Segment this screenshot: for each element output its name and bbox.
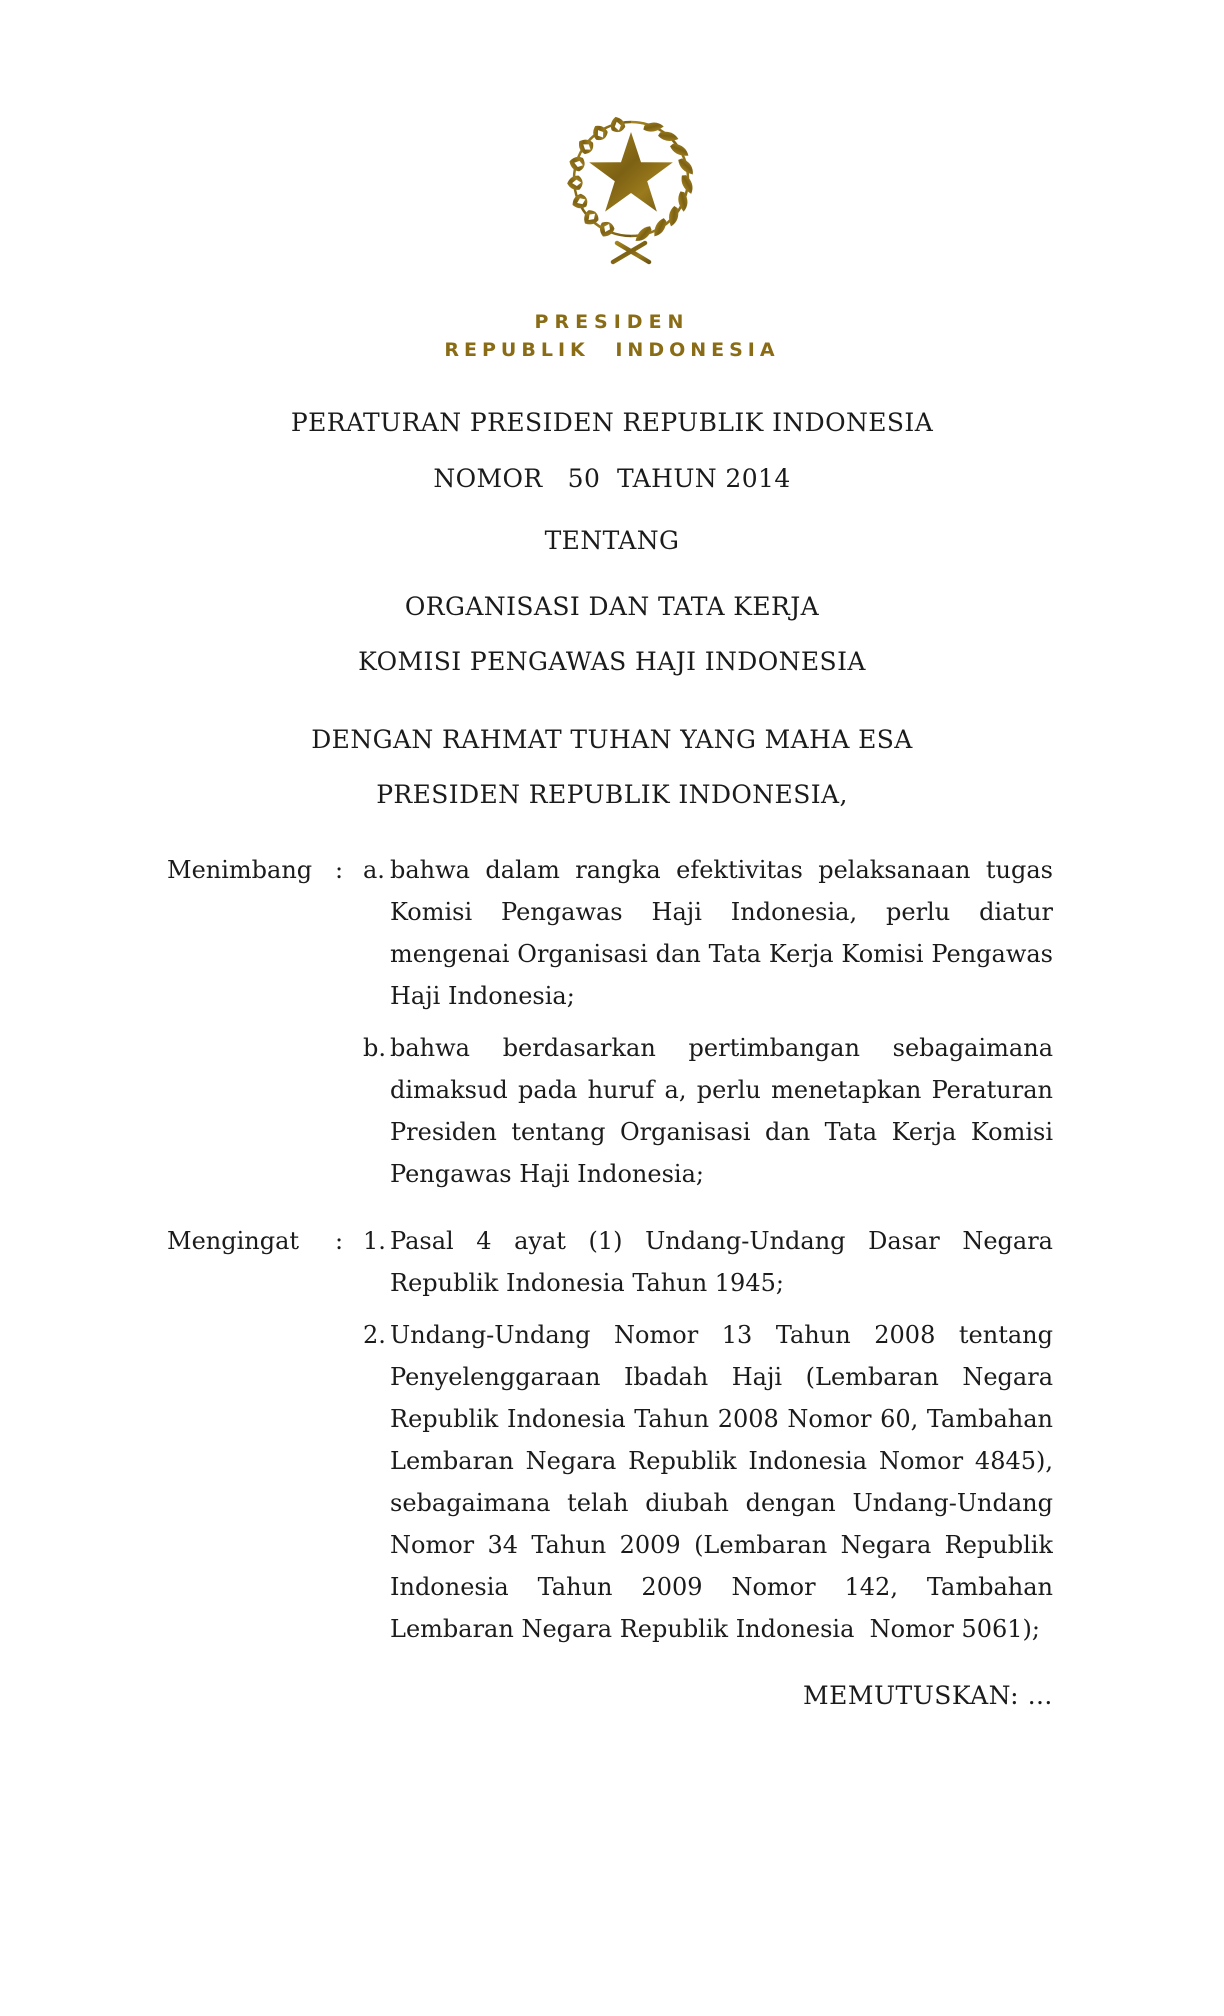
item-text-line: Pengawas Haji Indonesia;: [390, 1160, 704, 1188]
item-marker: 1.: [363, 1227, 386, 1255]
item-text-line: Republik Indonesia Tahun 1945;: [390, 1269, 784, 1297]
item-lines: [390, 1027, 1053, 1195]
title-block: [0, 402, 1224, 683]
preamble-block: [0, 719, 1224, 816]
item-marker: b.: [363, 1034, 386, 1062]
item-text-line: bahwa dalam rangka efektivitas pelaksanaan tugas: [390, 856, 1053, 884]
item-lines: [390, 1220, 1053, 1304]
letterhead: [0, 308, 1224, 364]
list-item-1: [363, 1220, 1053, 1304]
title-line-1: PERATURAN PRESIDEN REPUBLIK INDONESIA: [290, 408, 934, 437]
preamble-line-1: DENGAN RAHMAT TUHAN YANG MAHA ESA: [311, 725, 913, 754]
item-lines: [390, 1314, 1053, 1650]
section-items: [363, 849, 1053, 1195]
item-text-line: Lembaran Negara Republik Indonesia Nomor 5061);: [390, 1615, 1040, 1643]
section-label: [167, 1220, 363, 1262]
item-text-line: sebagaimana telah diubah dengan Undang-Undang: [390, 1489, 1053, 1517]
title-line-4: ORGANISASI DAN TATA KERJA: [404, 592, 820, 621]
list-item-a: [363, 849, 1053, 1017]
title-line-2: NOMOR 50 TAHUN 2014: [433, 464, 791, 493]
section-colon: :: [335, 1227, 344, 1255]
item-text-line: bahwa berdasarkan pertimbangan sebagaimana: [390, 1034, 1053, 1062]
item-text-line: dimaksud pada huruf a, perlu menetapkan Peraturan: [390, 1076, 1053, 1104]
item-text-line: Undang-Undang Nomor 13 Tahun 2008 tentang: [390, 1321, 1053, 1349]
item-lines: [390, 849, 1053, 1017]
section-label-text: Mengingat: [167, 1227, 300, 1255]
letterhead-republik-indonesia: REPUBLIK INDONESIA: [444, 339, 780, 361]
item-marker: 2.: [363, 1321, 386, 1349]
item-text-line: Nomor 34 Tahun 2009 (Lembaran Negara Republik: [390, 1531, 1053, 1559]
title-line-5: KOMISI PENGAWAS HAJI INDONESIA: [358, 647, 866, 676]
item-text-line: Lembaran Negara Republik Indonesia Nomor 4845),: [390, 1447, 1053, 1475]
item-text-line: Indonesia Tahun 2009 Nomor 142, Tambahan: [390, 1573, 1053, 1601]
section-items: [363, 1220, 1053, 1650]
presidential-seal-icon: [0, 94, 1224, 266]
section-label-text: Menimbang: [167, 856, 313, 884]
item-text-line: Pasal 4 ayat (1) Undang-Undang Dasar Negara: [390, 1227, 1053, 1255]
item-text-line: Haji Indonesia;: [390, 982, 575, 1010]
item-text-line: Republik Indonesia Tahun 2008 Nomor 60, Tambahan: [390, 1405, 1053, 1433]
item-text-line: Komisi Pengawas Haji Indonesia, perlu diatur: [390, 898, 1053, 926]
list-item-2: [363, 1314, 1053, 1650]
item-marker: a.: [363, 856, 385, 884]
letterhead-presiden: PRESIDEN: [534, 311, 690, 333]
preamble-line-2: PRESIDEN REPUBLIK INDONESIA,: [376, 780, 848, 809]
section-menimbang: [167, 849, 1053, 1195]
title-line-3: TENTANG: [544, 526, 680, 555]
decision-line: MEMUTUSKAN: …: [803, 1681, 1053, 1710]
section-colon: :: [335, 856, 344, 884]
section-label: [167, 849, 363, 891]
sections: [167, 849, 1053, 1650]
item-text-line: mengenai Organisasi dan Tata Kerja Komisi Pengawas: [390, 940, 1053, 968]
list-item-b: [363, 1027, 1053, 1195]
body-block: [167, 849, 1053, 1717]
section-mengingat: [167, 1220, 1053, 1650]
item-text-line: Penyelenggaraan Ibadah Haji (Lembaran Negara: [390, 1363, 1053, 1391]
item-text-line: Presiden tentang Organisasi dan Tata Kerja Komisi: [390, 1118, 1053, 1146]
